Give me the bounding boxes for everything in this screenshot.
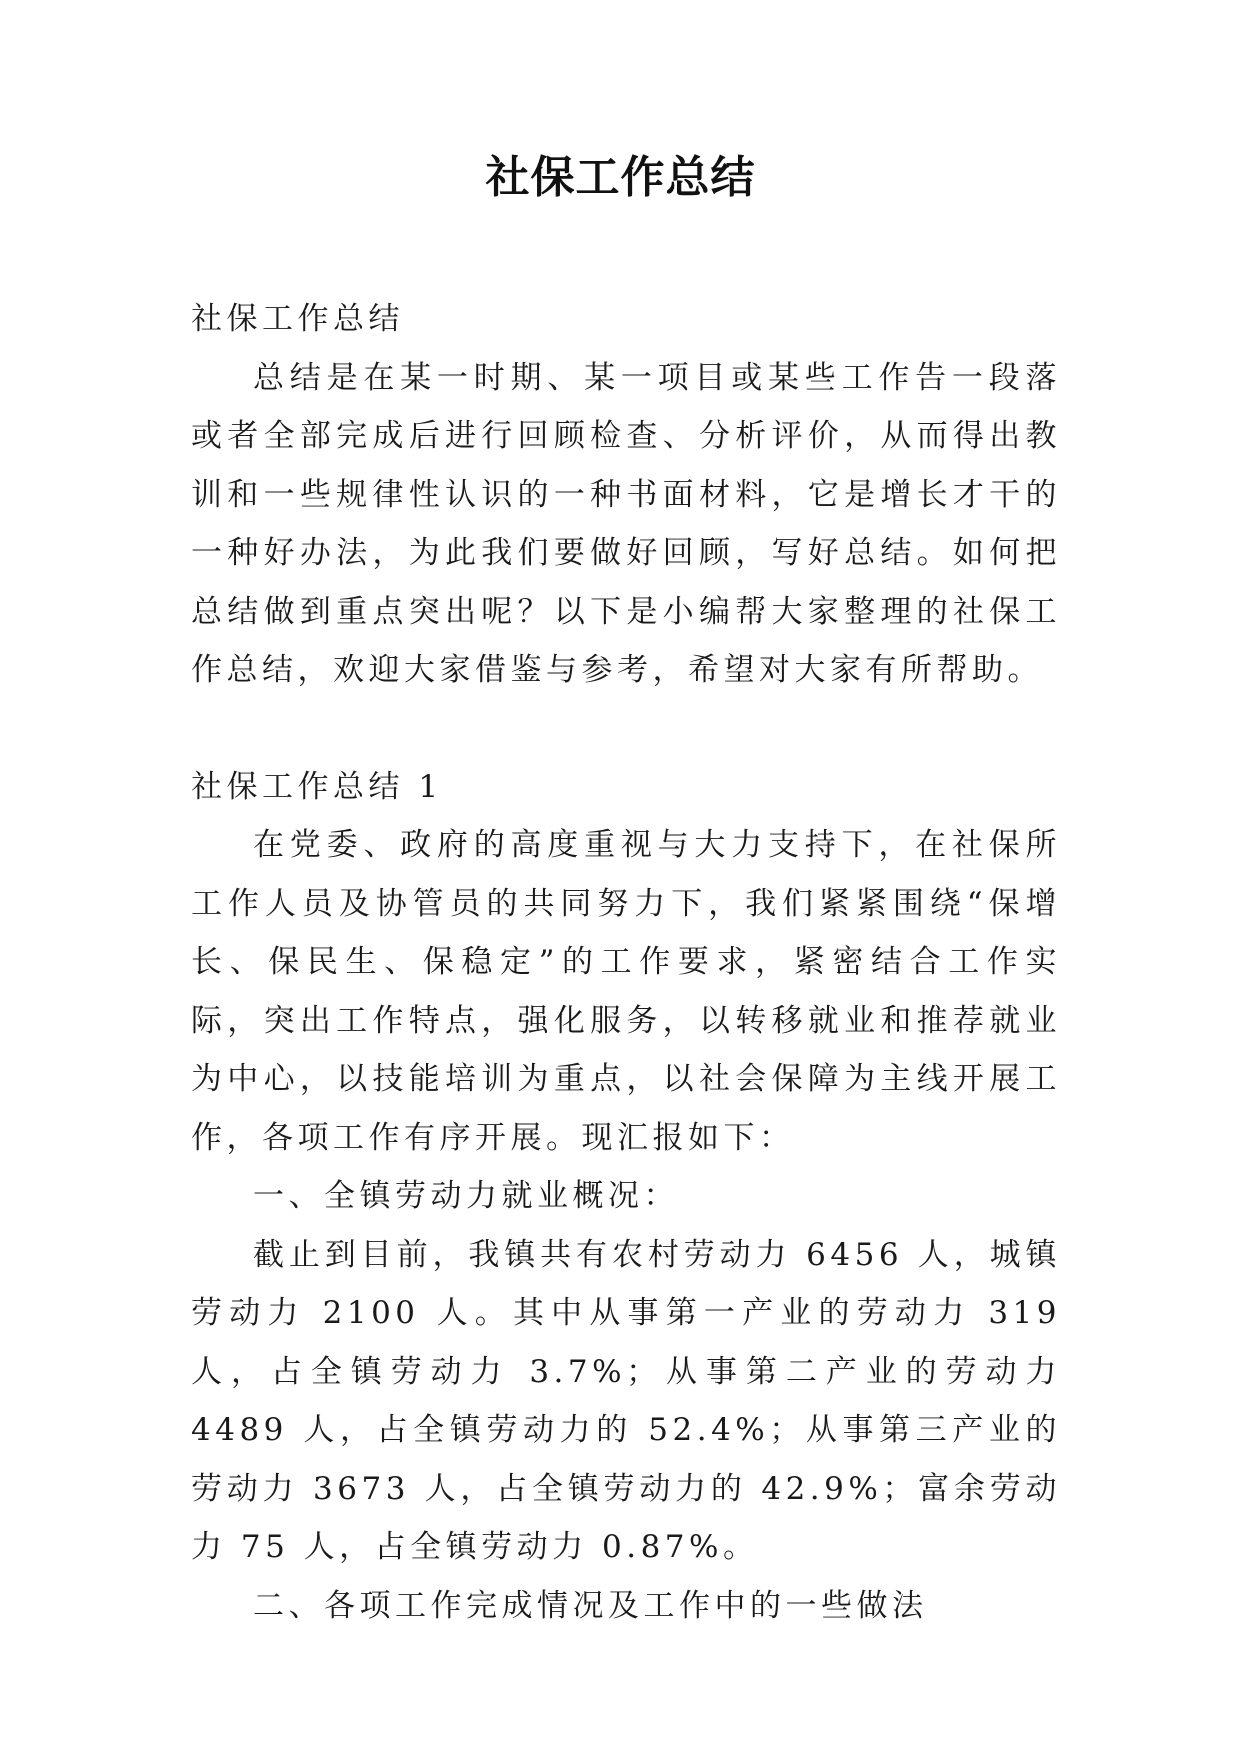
document-body [191,290,1061,1635]
document-title: 社保工作总结 [485,152,756,203]
intro-heading: 社保工作总结 [191,301,404,337]
section-spacer [191,700,1061,758]
section1-paragraph-2: 截止到目前，我镇共有农村劳动力 6456 人，城镇劳动力 2100 人。其中从事第一产业的劳动力 319 人，占全镇劳动力 3.7%；从事第二产业的劳动力 4489 人，占全镇劳动力的 52.4%；从事第三产业的劳动力 3673 人，占全镇劳动力的 42.9%；富余劳动力 75 人，占全镇劳动力 0.87%。 [191,1236,1061,1565]
section1-paragraph-1: 在党委、政府的高度重视与大力支持下，在社保所工作人员及协管员的共同努力下，我们紧紧围绕“保增长、保民生、保稳定”的工作要求，紧密结合工作实际，突出工作特点，强化服务，以转移就业和推荐就业为中心，以技能培训为重点，以社会保障为主线开展工作，各项工作有序开展。现汇报如下： [191,827,1061,1156]
section1-heading: 社保工作总结 1 [191,768,443,805]
section1-subheading-1: 一、全镇劳动力就业概况： [253,1178,679,1214]
intro-paragraph: 总结是在某一时期、某一项目或某些工作告一段落或者全部完成后进行回顾检查、分析评价，从而得出教训和一些规律性认识的一种书面材料，它是增长才干的一种好办法，为此我们要做好回顾，写好总结。如何把总结做到重点突出呢？以下是小编帮大家整理的社保工作总结，欢迎大家借鉴与参考，希望对大家有所帮助。 [191,359,1061,688]
section1-subheading-2: 二、各项工作完成情况及工作中的一些做法 [253,1587,928,1624]
